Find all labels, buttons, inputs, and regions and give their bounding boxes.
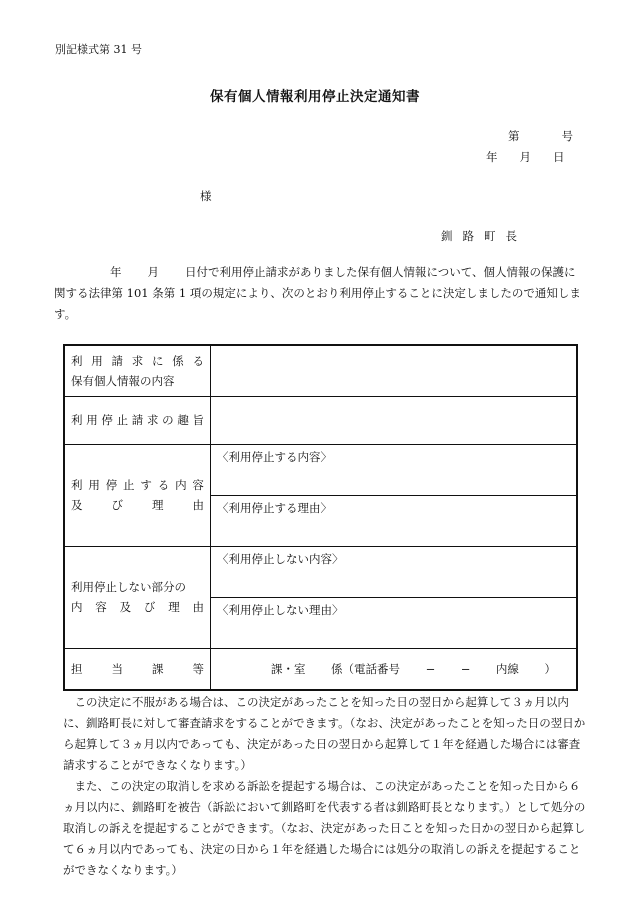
field-not-stop-reason[interactable]: 〈利用停止しない理由〉 bbox=[211, 597, 578, 648]
field-not-stop-content[interactable]: 〈利用停止しない内容〉 bbox=[211, 546, 578, 597]
field-stop-content[interactable]: 〈利用停止する内容〉 bbox=[211, 444, 578, 495]
date-year: 年 bbox=[486, 150, 498, 164]
document-date bbox=[486, 149, 565, 165]
label-stop-content-reason: 利 用 停 止 す る 内 容 及 び 理 由 bbox=[64, 444, 211, 546]
addressee-suffix: 様 bbox=[200, 189, 212, 203]
field-request-purpose[interactable] bbox=[211, 396, 578, 444]
body-month: 月 bbox=[147, 265, 159, 279]
body-rest: 日付で利用停止請求がありました保有個人情報について、個人情報の保護に関する法律第 101 条第 1 項の規定により、次のとおり利用停止することに決定しましたので通知します。 bbox=[54, 265, 581, 321]
label-not-stop-content-reason: 利用停止しない部分の 内 容 及 び 理 由 bbox=[64, 546, 211, 648]
label-request-content bbox=[64, 345, 211, 396]
table-row-request-content bbox=[64, 345, 577, 396]
body-paragraph bbox=[54, 262, 584, 325]
contact-extension: 内線 bbox=[495, 661, 519, 676]
sender-name: 釧路町長 bbox=[441, 229, 527, 243]
contact-close: ） bbox=[544, 661, 556, 676]
field-stop-reason[interactable]: 〈利用停止する理由〉 bbox=[211, 495, 578, 546]
table-row-request-purpose bbox=[64, 396, 577, 444]
table-row-not-stop-content bbox=[64, 546, 577, 597]
table-row-contact bbox=[64, 648, 577, 690]
decision-table bbox=[63, 344, 578, 691]
number-go: 号 bbox=[561, 129, 573, 143]
contact-dash-1: − bbox=[425, 661, 436, 676]
date-day: 日 bbox=[553, 150, 565, 164]
note-lawsuit: また、この決定の取消しを求める訴訟を提起する場合は、この決定があったことを知った日から６ヵ月以内に、釧路町を被告（訴訟において釧路町を代表する者は釧路町長となります。）として処分の取消しの訴えを提起することができます。（なお、決定があった日ことを知った日かの翌日から起算して６ヵ月以内であっても、決定の日から１年を経過した場合には処分の取消しの訴えを提起することができなくなります。） bbox=[63, 779, 586, 877]
date-month: 月 bbox=[519, 150, 531, 164]
document-title: 保有個人情報利用停止決定通知書 bbox=[210, 89, 420, 105]
contact-section: 課・室 bbox=[271, 661, 306, 676]
document-number bbox=[508, 128, 573, 144]
notes bbox=[63, 692, 588, 881]
body-year: 年 bbox=[110, 265, 122, 279]
field-request-content[interactable] bbox=[211, 345, 578, 396]
label-request-purpose: 利 用 停 止 請 求 の 趣 旨 bbox=[64, 396, 211, 444]
field-contact[interactable] bbox=[211, 648, 578, 690]
table-row-stop-content bbox=[64, 444, 577, 495]
label-row1-b: 保有個人情報の内容 bbox=[71, 373, 175, 388]
label-row1-a: 利 用 請 求 に 係 る bbox=[71, 353, 204, 368]
label-responsible-section: 担 当 課 等 bbox=[64, 648, 211, 690]
note-appeal: この決定に不服がある場合は、この決定があったことを知った日の翌日から起算して３ヵ月以内に、釧路町長に対して審査請求をすることができます。（なお、決定があったことを知った日の翌日から起算して３ヵ月以内であっても、決定があった日の翌日から起算して１年を経過した場合には審査請求することができなくなります。） bbox=[63, 695, 586, 772]
contact-phone-label: 係（電話番号 bbox=[331, 661, 401, 676]
label-row4-a: 利用停止しない部分の bbox=[71, 580, 186, 594]
contact-dash-2: − bbox=[460, 661, 471, 676]
form-number: 別記様式第 31 号 bbox=[55, 43, 142, 56]
number-dai: 第 bbox=[508, 129, 520, 143]
